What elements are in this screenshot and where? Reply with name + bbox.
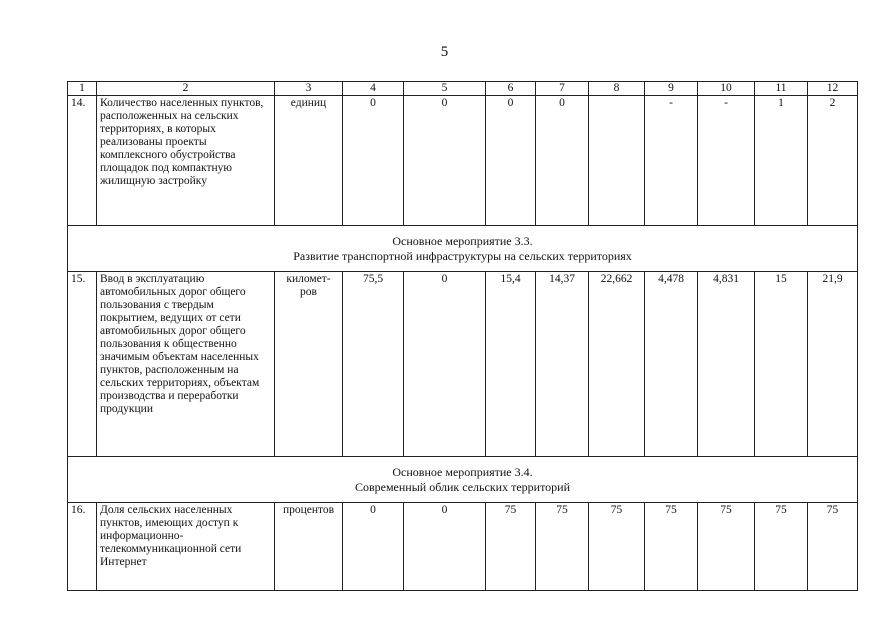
section-title: Основное мероприятие 3.3. bbox=[392, 233, 533, 248]
value-cell: 21,9 bbox=[808, 272, 858, 457]
value-cell: - bbox=[645, 96, 698, 226]
value-cell: 75 bbox=[645, 503, 698, 591]
page-number: 5 bbox=[440, 44, 449, 60]
value-cell: 2 bbox=[808, 96, 858, 226]
value-cell: 4,831 bbox=[698, 272, 755, 457]
column-header: 7 bbox=[536, 82, 589, 96]
value-cell: 15 bbox=[755, 272, 808, 457]
value-cell: 22,662 bbox=[589, 272, 645, 457]
value-cell: 0 bbox=[343, 503, 404, 591]
table-row bbox=[68, 503, 858, 591]
section-row bbox=[68, 226, 858, 272]
value-cell: 14,37 bbox=[536, 272, 589, 457]
value-cell bbox=[589, 96, 645, 226]
indicator-name: Ввод в эксплуатацию автомобильных дорог общего пользования с твердым покрытием, ведущих от сети автомобильных дорог общего пользования к общественно значимым объектам населенных пунктов, расположенным на сельских территориях, объектам производства и переработки продукции bbox=[97, 272, 275, 457]
value-cell: 1 bbox=[755, 96, 808, 226]
indicator-name: Доля сельских населенных пунктов, имеющих доступ к информационно-телекоммуникационной сети Интернет bbox=[97, 503, 275, 591]
column-header: 6 bbox=[486, 82, 536, 96]
table-row bbox=[68, 272, 858, 457]
indicator-name: Количество населенных пунктов, расположенных на сельских территориях, в которых реализованы проекты комплексного обустройства площадок под компактную жилищную застройку bbox=[97, 96, 275, 226]
value-cell: 0 bbox=[486, 96, 536, 226]
unit-cell: километ-ров bbox=[275, 272, 343, 457]
table-row bbox=[68, 96, 858, 226]
row-number: 16. bbox=[68, 503, 97, 591]
row-number: 15. bbox=[68, 272, 97, 457]
value-cell: 75 bbox=[755, 503, 808, 591]
value-cell: 75 bbox=[698, 503, 755, 591]
unit-cell: единиц bbox=[275, 96, 343, 226]
column-header: 5 bbox=[404, 82, 486, 96]
section-subtitle: Развитие транспортной инфраструктуры на сельских территориях bbox=[293, 248, 632, 263]
value-cell: 0 bbox=[343, 96, 404, 226]
indicators-table bbox=[67, 81, 858, 591]
section-title: Основное мероприятие 3.4. bbox=[392, 464, 533, 479]
value-cell: - bbox=[698, 96, 755, 226]
table-header-row bbox=[68, 82, 858, 96]
column-header: 10 bbox=[698, 82, 755, 96]
value-cell: 0 bbox=[404, 503, 486, 591]
value-cell: 0 bbox=[404, 272, 486, 457]
column-header: 11 bbox=[755, 82, 808, 96]
value-cell: 75 bbox=[589, 503, 645, 591]
column-header: 12 bbox=[808, 82, 858, 96]
unit-cell: процентов bbox=[275, 503, 343, 591]
value-cell: 75,5 bbox=[343, 272, 404, 457]
value-cell: 15,4 bbox=[486, 272, 536, 457]
column-header: 8 bbox=[589, 82, 645, 96]
column-header: 4 bbox=[343, 82, 404, 96]
section-heading bbox=[68, 226, 858, 272]
value-cell: 0 bbox=[404, 96, 486, 226]
value-cell: 75 bbox=[486, 503, 536, 591]
section-row bbox=[68, 457, 858, 503]
section-subtitle: Современный облик сельских территорий bbox=[354, 479, 571, 494]
column-header: 1 bbox=[68, 82, 97, 96]
column-header: 2 bbox=[97, 82, 275, 96]
value-cell: 75 bbox=[808, 503, 858, 591]
value-cell: 75 bbox=[536, 503, 589, 591]
section-heading bbox=[68, 457, 858, 503]
value-cell: 4,478 bbox=[645, 272, 698, 457]
row-number: 14. bbox=[68, 96, 97, 226]
column-header: 9 bbox=[645, 82, 698, 96]
value-cell: 0 bbox=[536, 96, 589, 226]
column-header: 3 bbox=[275, 82, 343, 96]
